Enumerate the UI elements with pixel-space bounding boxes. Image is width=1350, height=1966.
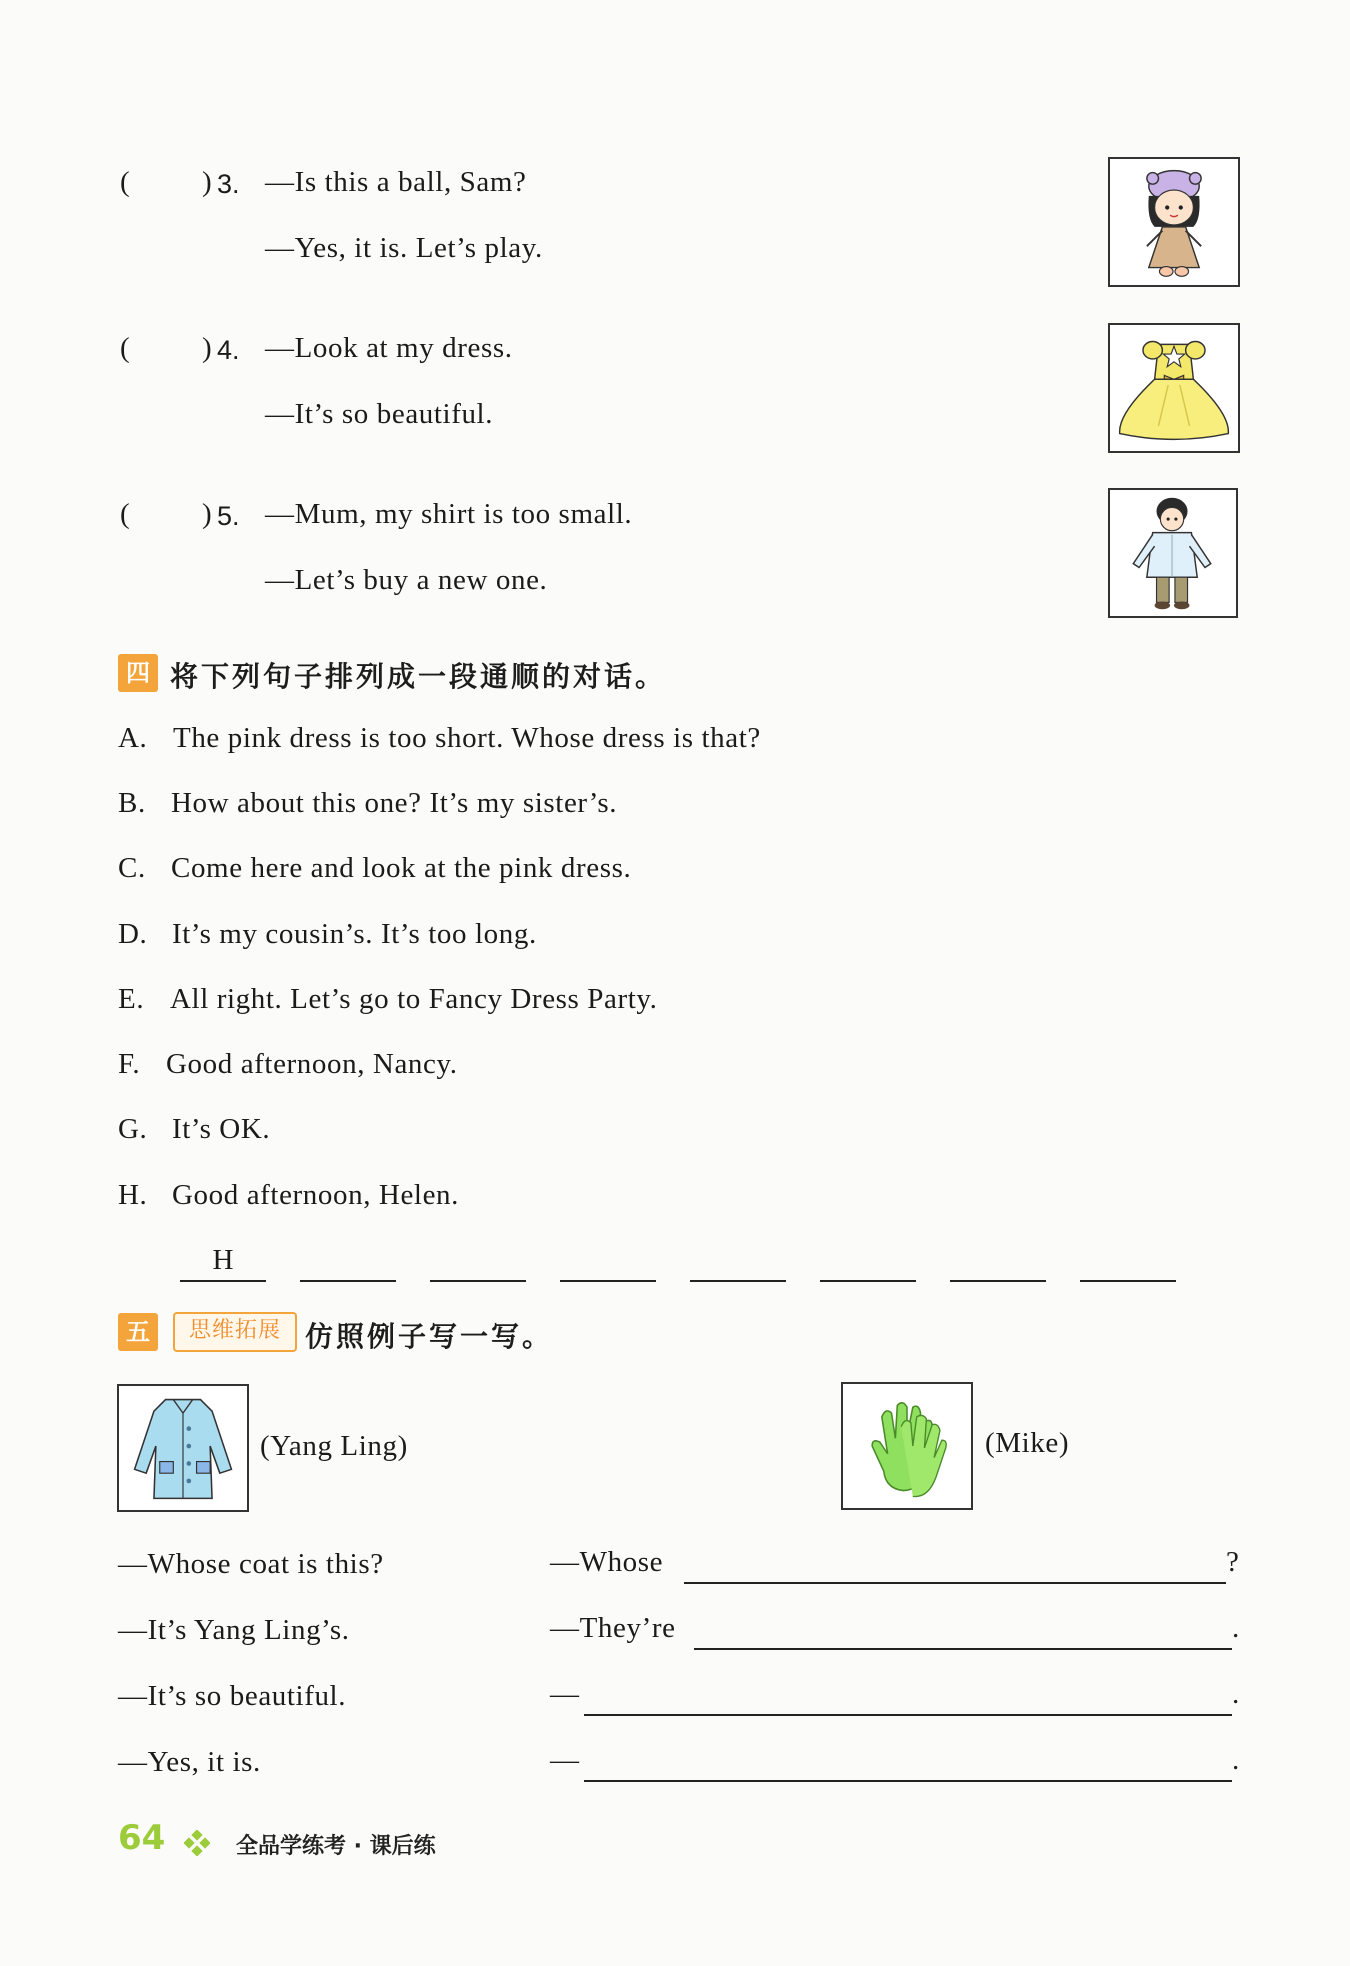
writing-line-prefix: —: [550, 1678, 580, 1710]
example-line: —Whose coat is this?: [118, 1548, 384, 1580]
dialogue-line: —Let’s buy a new one.: [265, 564, 548, 596]
option-text: How about this one? It’s my sister’s.: [171, 787, 618, 819]
option-text: Come here and look at the pink dress.: [171, 852, 632, 884]
dialogue-line: —Yes, it is. Let’s play.: [265, 232, 543, 264]
answer-paren-open: (: [120, 332, 130, 364]
book-title: 全品学练考 · 课后练: [236, 1834, 436, 1859]
example-line: —Yes, it is.: [118, 1746, 261, 1778]
section-4-badge: 四: [118, 654, 158, 692]
answer-paren-open: (: [120, 166, 130, 198]
section-5-badge: 五: [118, 1313, 158, 1351]
writing-blank[interactable]: [694, 1648, 1232, 1650]
example-line: —It’s so beautiful.: [118, 1680, 347, 1712]
section-5-title: 仿照例子写一写。: [305, 1320, 554, 1353]
section-4-title: 将下列句子排列成一段通顺的对话。: [170, 660, 667, 693]
option-letter: A.: [118, 722, 148, 754]
green-gloves-picture: [841, 1382, 973, 1510]
writing-line-prefix: —: [550, 1744, 580, 1776]
answer-paren-close: ): [202, 332, 212, 364]
question-number: 3.: [217, 169, 240, 199]
doll-girl-picture: [1108, 157, 1240, 287]
question-number: 5.: [217, 501, 240, 531]
answer-paren-close: ): [202, 166, 212, 198]
option-text: Good afternoon, Nancy.: [166, 1048, 458, 1080]
answer-blank-4[interactable]: [560, 1280, 656, 1282]
clover-icon: [184, 1830, 210, 1856]
blue-coat-picture: [117, 1384, 249, 1512]
option-text: Good afternoon, Helen.: [172, 1179, 460, 1211]
dialogue-line: —Mum, my shirt is too small.: [265, 498, 633, 530]
writing-blank[interactable]: [684, 1582, 1226, 1584]
option-text: All right. Let’s go to Fancy Dress Party.: [170, 983, 658, 1015]
boy-in-big-shirt-picture: [1108, 488, 1238, 618]
answer-paren-close: ): [202, 498, 212, 530]
thinking-extension-tag: 思维拓展: [173, 1312, 297, 1352]
option-letter: G.: [118, 1113, 148, 1145]
owner-name-left: (Yang Ling): [260, 1430, 408, 1462]
answer-blank-8[interactable]: [1080, 1280, 1176, 1282]
page-number: 64: [118, 1818, 166, 1858]
answer-blank-1[interactable]: [180, 1280, 266, 1282]
writing-blank[interactable]: [584, 1780, 1232, 1782]
answer-blank-3[interactable]: [430, 1280, 526, 1282]
answer-example: H: [212, 1244, 234, 1276]
writing-line-end: .: [1232, 1744, 1240, 1776]
option-letter: E.: [118, 983, 145, 1015]
dialogue-line: —Is this a ball, Sam?: [265, 166, 527, 198]
option-letter: H.: [118, 1179, 148, 1211]
option-letter: F.: [118, 1048, 141, 1080]
yellow-dress-picture: [1108, 323, 1240, 453]
answer-blank-2[interactable]: [300, 1280, 396, 1282]
option-text: The pink dress is too short. Whose dress is that?: [173, 722, 761, 754]
answer-blank-5[interactable]: [690, 1280, 786, 1282]
writing-blank[interactable]: [584, 1714, 1232, 1716]
dialogue-line: —Look at my dress.: [265, 332, 513, 364]
answer-blank-6[interactable]: [820, 1280, 916, 1282]
option-text: It’s OK.: [172, 1113, 271, 1145]
writing-line-end: ?: [1226, 1546, 1240, 1578]
answer-paren-open: (: [120, 498, 130, 530]
option-letter: C.: [118, 852, 146, 884]
writing-line-end: .: [1232, 1678, 1240, 1710]
example-line: —It’s Yang Ling’s.: [118, 1614, 350, 1646]
question-number: 4.: [217, 335, 240, 365]
answer-blank-7[interactable]: [950, 1280, 1046, 1282]
option-text: It’s my cousin’s. It’s too long.: [172, 918, 537, 950]
option-letter: D.: [118, 918, 148, 950]
writing-line-prefix: —Whose: [550, 1546, 664, 1578]
owner-name-right: (Mike): [985, 1427, 1070, 1459]
writing-line-prefix: —They’re: [550, 1612, 676, 1644]
option-letter: B.: [118, 787, 146, 819]
dialogue-line: —It’s so beautiful.: [265, 398, 494, 430]
writing-line-end: .: [1232, 1612, 1240, 1644]
